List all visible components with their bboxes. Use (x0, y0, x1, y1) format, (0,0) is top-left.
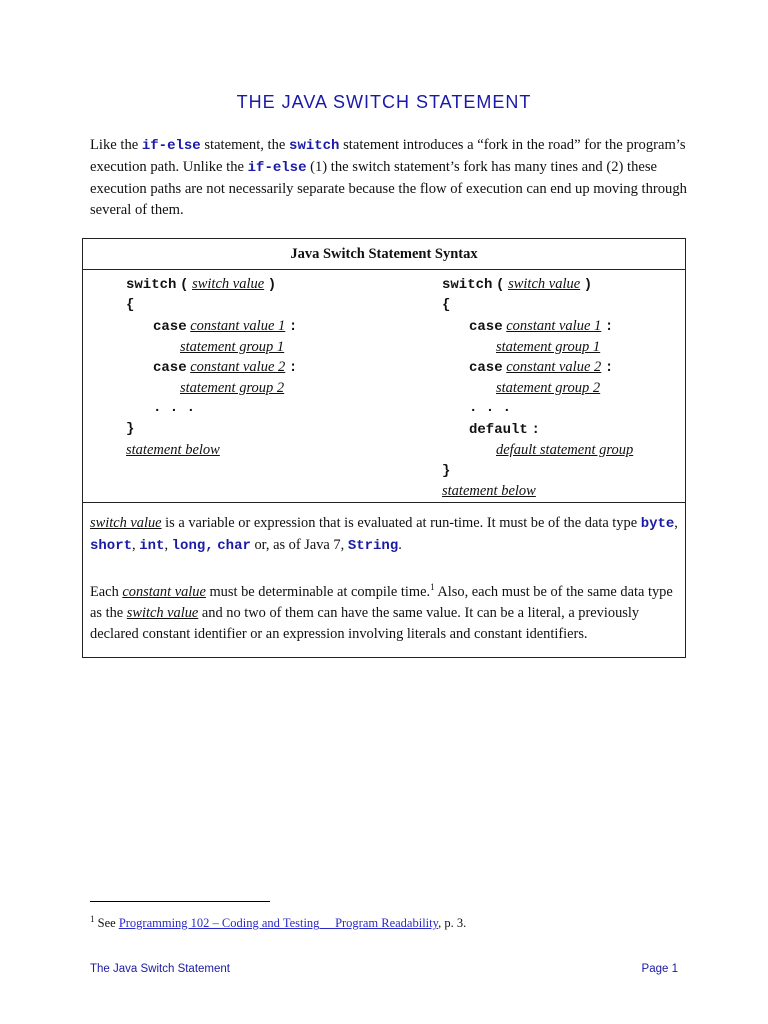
footnote-link-gap[interactable] (319, 916, 335, 930)
case-kw: case (469, 319, 503, 335)
separator: , (132, 537, 140, 553)
statement-group-2: statement group 2 (180, 380, 285, 396)
footnote-link-program-readability[interactable]: Program Readability (335, 916, 439, 931)
statement-group-2: statement group 2 (496, 380, 601, 396)
case-kw: case (153, 360, 187, 376)
desc-text: . (398, 537, 402, 553)
separator: , (164, 537, 172, 553)
syntax-box-header: Java Switch Statement Syntax (83, 239, 685, 270)
intro-text: statement introduces a “fork in the road” for the program’s execution path. Unlike the (90, 137, 686, 175)
case-kw: case (153, 319, 187, 335)
intro-paragraph (90, 135, 690, 221)
intro-text: Like the (90, 137, 142, 153)
constant-value-2: constant value 2 (190, 359, 286, 375)
intro-text: (1) the switch statement’s fork has many tines and (2) these execution paths are not necessarily separate because the flow of execution can end up moving through several of them. (90, 159, 687, 218)
close-paren: ) (583, 277, 593, 293)
switch-kw: switch (126, 277, 177, 293)
default-kw: default (469, 422, 528, 438)
constant-value-1: constant value 1 (506, 318, 602, 334)
statement-below: statement below (442, 483, 536, 499)
switch-line (442, 274, 592, 294)
open-brace: { (126, 297, 135, 313)
colon: : (531, 422, 540, 438)
statement-group-1: statement group 1 (180, 339, 285, 355)
constant-value-2: constant value 2 (506, 359, 602, 375)
footnote-text: See (94, 916, 119, 931)
footnote-number: 1 (90, 914, 95, 924)
type-short: short (90, 538, 133, 554)
type-byte: byte (640, 516, 675, 532)
switch-value-description (90, 513, 678, 557)
case-line-1 (469, 316, 613, 336)
separator-comma: , (205, 538, 214, 554)
type-string: String (347, 538, 399, 554)
desc-text: is a variable or expression that is evaluated at run-time. It must be of the data type (161, 515, 641, 531)
open-paren: ( (496, 277, 505, 293)
case-line-2 (469, 357, 613, 377)
switch-value-term: switch value (126, 604, 199, 621)
case-line-1 (153, 316, 297, 336)
statement-below: statement below (126, 442, 220, 458)
statement-group-1: statement group 1 (496, 339, 601, 355)
footnote-text: , p. 3. (438, 916, 467, 931)
open-paren: ( (180, 277, 189, 293)
colon: : (288, 319, 298, 335)
case-line-2 (153, 357, 297, 377)
switch-kw: switch (442, 277, 493, 293)
intro-text: statement, the (200, 137, 290, 153)
syntax-code-area (83, 270, 685, 503)
close-brace: } (442, 463, 451, 479)
desc-text: and no two of them can have the same value. It can be a literal, a previously declared constant identifier or an expression involving literals and constant identifiers. (90, 604, 640, 642)
footer-page-number: Page 1 (641, 963, 678, 975)
constant-value-term: constant value (122, 583, 206, 600)
case-kw: case (469, 360, 503, 376)
colon: : (604, 319, 614, 335)
desc-text: or, as of Java 7, (250, 537, 348, 553)
close-paren: ) (267, 277, 277, 293)
desc-text: must be determinable at compile time. (205, 583, 431, 600)
if-else-keyword: if-else (247, 160, 307, 176)
close-brace: } (126, 421, 135, 437)
default-statement-group: default statement group (496, 442, 634, 458)
if-else-keyword: if-else (141, 138, 201, 154)
syntax-box (82, 238, 686, 658)
open-brace: { (442, 297, 451, 313)
constant-value-1: constant value 1 (190, 318, 286, 334)
switch-value-term: switch value (508, 276, 581, 292)
separator: , (674, 515, 678, 531)
ellipsis: . . . (153, 400, 196, 416)
footnote (90, 914, 466, 931)
footnote-link-coding-testing[interactable]: Programming 102 – Coding and Testing (118, 916, 320, 931)
footnote-divider (90, 901, 270, 902)
type-long: long (171, 538, 206, 554)
default-line (469, 419, 540, 439)
page-title: THE JAVA SWITCH STATEMENT (236, 92, 532, 112)
switch-keyword: switch (289, 138, 340, 154)
type-char: char (217, 538, 251, 554)
ellipsis: . . . (469, 400, 512, 416)
switch-value-term: switch value (90, 515, 162, 531)
colon: : (604, 360, 614, 376)
switch-line (126, 274, 276, 294)
footnote-marker[interactable]: 1 (430, 582, 435, 592)
footer-title: The Java Switch Statement (90, 963, 230, 975)
type-int: int (139, 538, 165, 554)
colon: : (288, 360, 298, 376)
switch-value-term: switch value (192, 276, 265, 292)
syntax-description (83, 503, 685, 645)
desc-text: Also, each must be of the same data type as the (90, 583, 673, 621)
constant-value-description (90, 577, 678, 645)
desc-text: Each (90, 583, 123, 600)
